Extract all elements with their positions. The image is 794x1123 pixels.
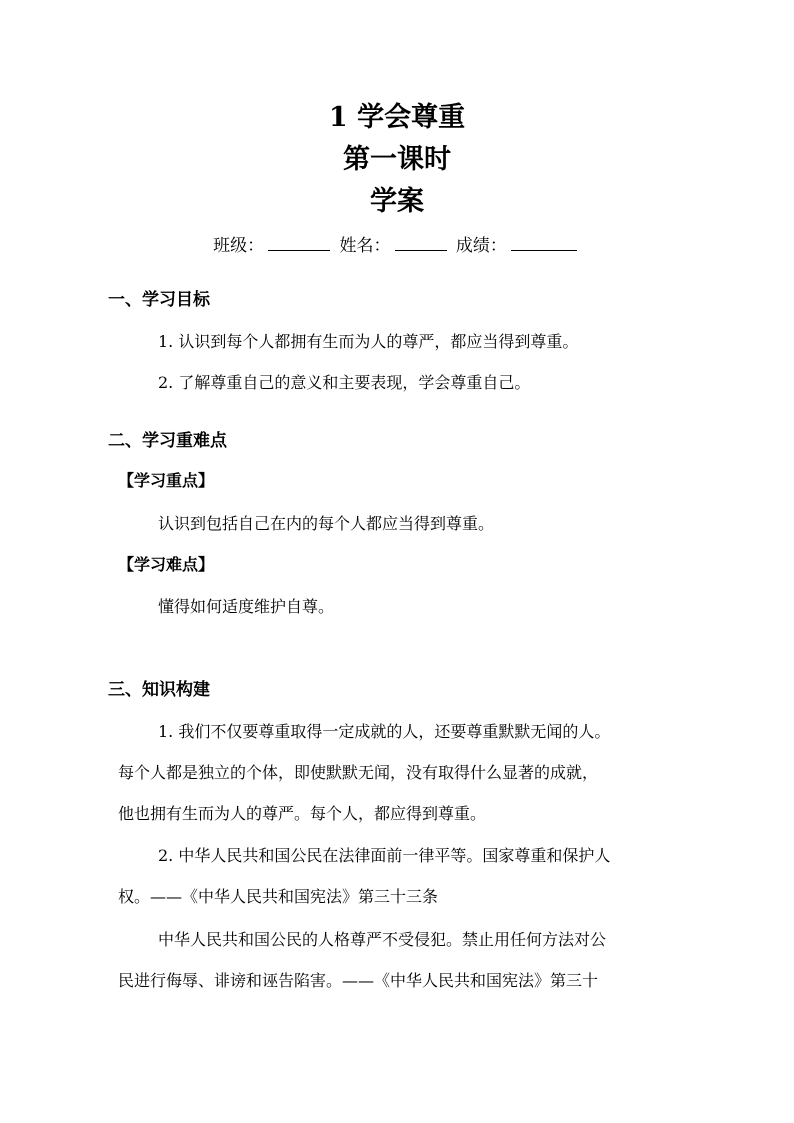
knowledge-p2-line1: 2. 中华人民共和国公民在法律面前一律平等。国家尊重和保护人: [158, 846, 611, 865]
score-blank[interactable]: [511, 232, 577, 251]
score-label: 成绩：: [455, 236, 507, 256]
name-label: 姓名：: [339, 236, 391, 256]
difficulty-label: 【学习难点】: [118, 555, 215, 574]
knowledge-p2-line2: 权。——《中华人民共和国宪法》第三十三条: [118, 887, 439, 906]
knowledge-p1-line1: 1. 我们不仅要尊重取得一定成就的人，还要尊重默默无闻的人。: [158, 722, 611, 741]
knowledge-p1-line3: 他也拥有生而为人的尊严。每个人，都应得到尊重。: [118, 804, 487, 823]
section-heading-objectives: 一、学习目标: [108, 290, 210, 310]
title-line-2: 第一课时: [343, 144, 451, 175]
class-blank[interactable]: [268, 232, 330, 251]
key-point-text: 认识到包括自己在内的每个人都应当得到尊重。: [158, 514, 495, 533]
section-heading-knowledge: 三、知识构建: [108, 680, 210, 700]
key-point-label: 【学习重点】: [118, 471, 215, 490]
title-line-1: 1 学会尊重: [328, 102, 466, 133]
knowledge-p3-line1: 中华人民共和国公民的人格尊严不受侵犯。禁止用任何方法对公: [158, 930, 607, 949]
name-blank[interactable]: [395, 232, 447, 251]
section-heading-key-points: 二、学习重难点: [108, 431, 227, 451]
knowledge-p1-line2: 每个人都是独立的个体，即使默默无闻，没有取得什么显著的成就，: [118, 763, 599, 782]
class-label: 班级：: [213, 236, 265, 256]
objective-item-2: 2. 了解尊重自己的意义和主要表现，学会尊重自己。: [158, 373, 531, 392]
title-line-3: 学案: [370, 186, 424, 217]
knowledge-p3-line2: 民进行侮辱、诽谤和诬告陷害。——《中华人民共和国宪法》第三十: [118, 971, 599, 990]
student-info-line: [0, 232, 794, 258]
objective-item-1: 1. 认识到每个人都拥有生而为人的尊严，都应当得到尊重。: [158, 332, 579, 351]
difficulty-text: 懂得如何适度维护自尊。: [158, 597, 335, 616]
